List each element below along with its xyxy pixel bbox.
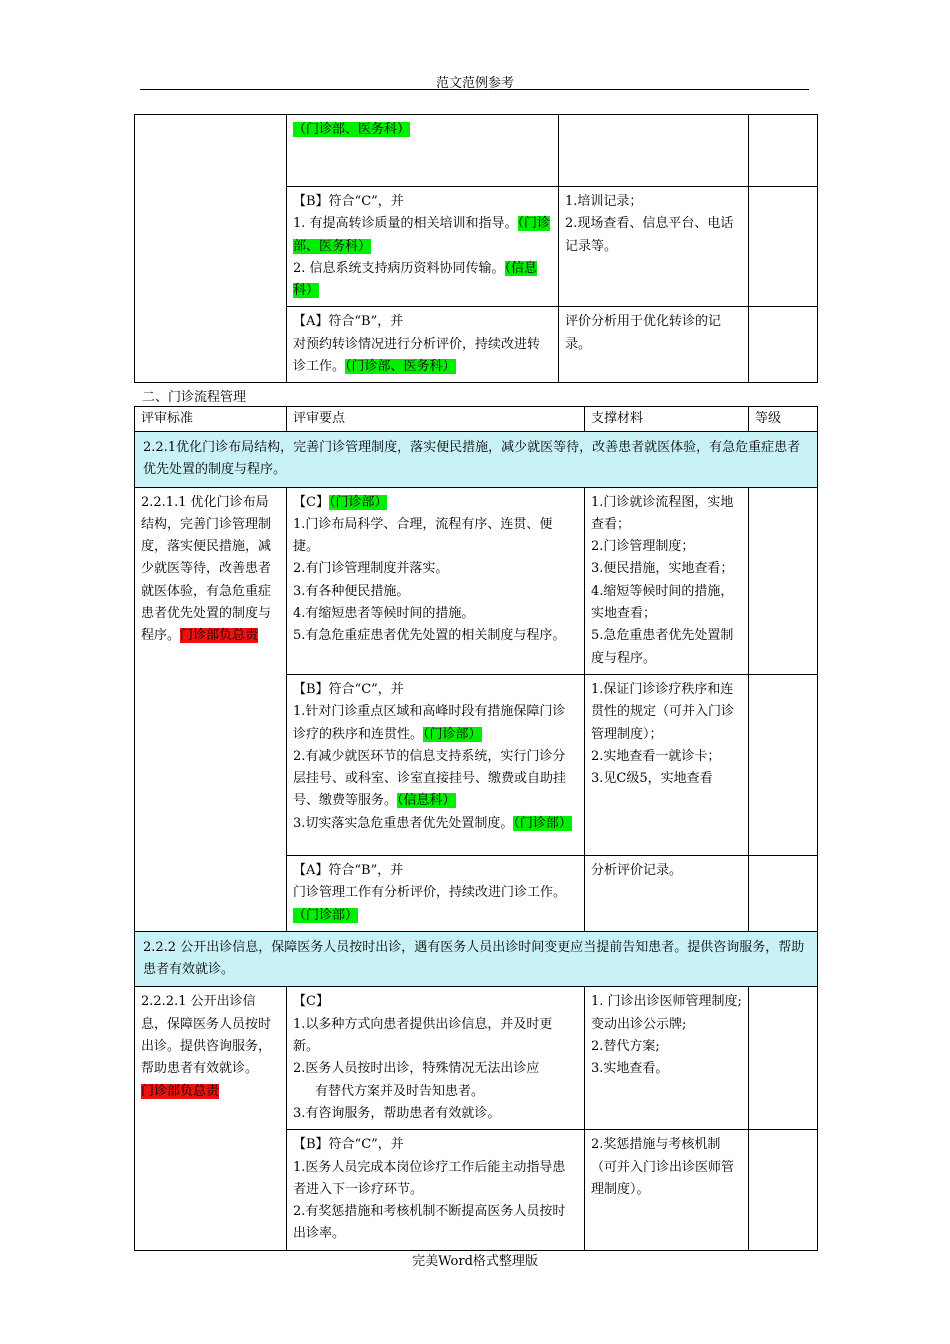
req-item: 1.医务人员完成本岗位诊疗工作后能主动指导患者进入下一诊疗环节。 bbox=[293, 1159, 566, 1197]
top-b-grade-cell bbox=[749, 187, 818, 307]
material-item: 4.缩短等候时间的措施，实地查看； bbox=[591, 583, 734, 622]
standard-text: 2.2.2.1 公开出诊信息，保障医务人员按时出诊。提供咨询服务，帮助患者有效就诊。 bbox=[141, 994, 272, 1077]
level-title: 【B】符合“C”，并 bbox=[293, 194, 404, 209]
req-item: 3.有咨询服务，帮助患者有效就诊。 bbox=[293, 1105, 501, 1121]
col-header-grade: 等级 bbox=[749, 407, 818, 432]
c-grade-cell bbox=[749, 487, 818, 674]
col-header-standard: 评审标准 bbox=[135, 407, 287, 432]
level-title: 【C】 bbox=[293, 494, 329, 510]
material-item: 2.实地查看一就诊卡； bbox=[591, 748, 721, 764]
material-item: 1.培训记录； bbox=[565, 194, 643, 209]
dept-tag: （门诊部） bbox=[293, 907, 359, 923]
top-a-req-cell bbox=[287, 307, 559, 383]
dept-tag: （门诊部） bbox=[328, 494, 388, 510]
c2-grade-cell bbox=[749, 987, 818, 1130]
req-item: 门诊管理工作有分析评价，持续改进门诊工作。 bbox=[293, 885, 567, 901]
page-footer: 完美Word格式整理版 bbox=[412, 1254, 538, 1269]
banner-2-2-2: 2.2.2 公开出诊信息，保障医务人员按时出诊，遇有医务人员出诊时间变更应当提前告知患者。提供咨询服务，帮助患者有效就诊。 bbox=[135, 931, 818, 987]
banner-2-2-1: 2.2.1优化门诊布局结构，完善门诊管理制度，落实便民措施，减少就医等待，改善患者就医体验，有急危重症患者优先处置的制度与程序。 bbox=[135, 432, 818, 488]
req-item: 1.门诊布局科学、合理，流程有序、连贯、便捷。 bbox=[293, 516, 553, 555]
req-item: 4.有缩短患者等候时间的措施。 bbox=[293, 606, 475, 622]
top-grade-cell bbox=[749, 115, 818, 187]
b-grade-cell bbox=[749, 674, 818, 855]
c2-mat-cell bbox=[585, 987, 749, 1130]
material-item: 2.现场查看、信息平台、电话记录等。 bbox=[565, 216, 734, 254]
standard-2-2-2-1 bbox=[135, 987, 287, 1250]
dept-tag: （信息科） bbox=[397, 793, 456, 809]
a-mat-cell bbox=[585, 855, 749, 931]
material-item: 1.保证门诊诊疗秩序和连贯性的规定（可并入门诊管理制度）； bbox=[591, 681, 735, 742]
top-b-mat-cell bbox=[559, 187, 749, 307]
req-item: 2.有门诊管理制度并落实。 bbox=[293, 561, 449, 577]
c-mat-cell bbox=[585, 487, 749, 674]
b2-grade-cell bbox=[749, 1130, 818, 1250]
b-mat-cell bbox=[585, 674, 749, 855]
a-req-cell bbox=[287, 855, 585, 931]
level-title: 【B】符合“C”，并 bbox=[293, 1137, 404, 1153]
req-item: 1. 有提高转诊质量的相关培训和指导。 bbox=[293, 216, 518, 232]
material-item: 5.急危重患者优先处置制度与程序。 bbox=[591, 628, 734, 666]
top-a-mat-cell bbox=[559, 307, 749, 383]
req-item: 有替代方案并及时告知患者。 bbox=[315, 1083, 485, 1099]
dept-tag: （门诊部、医务科） bbox=[345, 359, 456, 375]
b2-mat-cell bbox=[585, 1130, 749, 1250]
material-item: 3.实地查看。 bbox=[591, 1061, 669, 1077]
req-item: 2.医务人员按时出诊，特殊情况无法出诊应 bbox=[293, 1061, 540, 1077]
standard-text: 2.2.1.1 优化门诊布局结构，完善门诊管理制度，落实便民措施，减少就医等待，改善患者就医体验，有急危重症患者优先处置的制度与程序。 bbox=[141, 494, 272, 644]
req-item: 2.有奖惩措施和考核机制不断提高医务人员按时出诊率。 bbox=[293, 1204, 566, 1242]
level-title: 【A】符合“B”，并 bbox=[293, 314, 404, 330]
c2-req-cell bbox=[287, 987, 585, 1130]
dept-tag: （门诊部、医务科） bbox=[293, 122, 411, 137]
req-item: 1.针对门诊重点区域和高峰时段有措施保障门诊诊疗的秩序和连贯性。 bbox=[293, 704, 566, 742]
req-item: 2. 信息系统支持病历资料协同传输。 bbox=[293, 260, 505, 276]
req-item: 2.有减少就医环节的信息支持系统，实行门诊分层挂号、或科室、诊室直接挂号、缴费或自助挂号、缴费等服务。 bbox=[293, 748, 567, 809]
dept-tag: （门诊部、医务科） bbox=[293, 216, 551, 254]
level-title: 【B】符合“C”，并 bbox=[293, 681, 404, 697]
owner-tag: 门诊部负总责 bbox=[141, 1083, 220, 1099]
top-a-grade-cell bbox=[749, 307, 818, 383]
material-item: 1. 门诊出诊医师管理制度;变动出诊公示牌; bbox=[591, 994, 742, 1032]
material-item: 2.奖惩措施与考核机制（可并入门诊出诊医师管理制度）。 bbox=[591, 1137, 735, 1197]
col-header-materials: 支撑材料 bbox=[585, 407, 749, 432]
main-table bbox=[134, 406, 818, 1251]
top-mat-cell bbox=[559, 115, 749, 187]
owner-tag: 门诊部负总责 bbox=[180, 628, 259, 644]
col-header-points: 评审要点 bbox=[287, 407, 585, 432]
b2-req-cell bbox=[287, 1130, 585, 1250]
top-table bbox=[134, 114, 818, 383]
header-rule bbox=[140, 89, 809, 90]
material-item: 评价分析用于优化转诊的记录。 bbox=[565, 314, 722, 352]
req-item: 1.以多种方式向患者提供出诊信息，并及时更新。 bbox=[293, 1016, 553, 1055]
top-b-req-cell bbox=[287, 187, 559, 307]
req-item: 5.有急危重症患者优先处置的相关制度与程序。 bbox=[293, 628, 566, 644]
level-title: 【C】 bbox=[293, 994, 329, 1010]
material-item: 3.便民措施，实地查看； bbox=[591, 561, 734, 577]
dept-tag: （信息科） bbox=[293, 260, 538, 299]
b-req-cell bbox=[287, 674, 585, 855]
material-item: 1.门诊就诊流程图，实地查看； bbox=[591, 494, 734, 532]
req-item: 3.有各种便民措施。 bbox=[293, 583, 410, 599]
page-header: 范文范例参考 bbox=[435, 76, 514, 91]
level-title: 【A】符合“B”，并 bbox=[293, 862, 404, 878]
dept-tag: （门诊部） bbox=[423, 726, 482, 742]
a-grade-cell bbox=[749, 855, 818, 931]
standard-2-2-1-1 bbox=[135, 487, 287, 931]
req-item: 对预约转诊情况进行分析评价，持续改进转诊工作。 bbox=[293, 336, 541, 375]
req-item: 3.切实落实急危重患者优先处置制度。 bbox=[293, 815, 514, 831]
section-title: 二、门诊流程管理 bbox=[142, 390, 247, 405]
material-item: 分析评价记录。 bbox=[591, 862, 683, 878]
top-req-cell bbox=[287, 115, 559, 187]
material-item: 2.门诊管理制度； bbox=[591, 539, 695, 555]
top-standard-cell bbox=[135, 115, 287, 383]
material-item: 2.替代方案; bbox=[591, 1039, 660, 1055]
material-item: 3.见C级5，实地查看 bbox=[591, 771, 713, 787]
c-req-cell bbox=[287, 487, 585, 674]
dept-tag: （门诊部） bbox=[513, 815, 572, 831]
